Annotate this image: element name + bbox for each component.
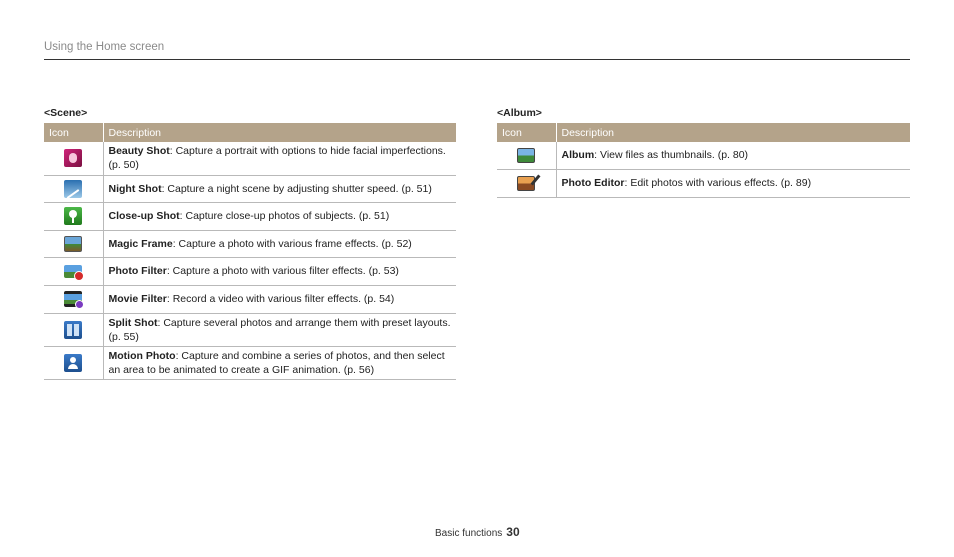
table-row [44, 230, 456, 257]
table-row [44, 346, 456, 379]
footer-label: Basic functions [435, 528, 503, 539]
description-column-header: Description [556, 123, 910, 142]
header-divider [44, 59, 910, 60]
night-shot-icon [64, 180, 82, 198]
row-term: Night Shot [108, 182, 162, 195]
scene-section [44, 107, 456, 380]
table-row [497, 169, 910, 197]
row-description: : Capture and combine a series of photos, and then select an area to be animated to create a GIF animation. (p. 56) [108, 349, 445, 376]
scene-title: <Scene> [44, 107, 88, 119]
album-section [497, 107, 910, 198]
album-title: <Album> [497, 107, 542, 119]
movie-filter-icon [64, 291, 82, 307]
icon-column-header: Icon [44, 123, 103, 142]
row-description: : Capture a photo with various filter effects. (p. 53) [166, 265, 399, 277]
page-footer [435, 525, 520, 539]
photo-filter-icon [64, 265, 82, 278]
table-row [44, 175, 456, 202]
row-description: : Capture a photo with various frame effects. (p. 52) [172, 237, 412, 250]
album-table-header [497, 123, 910, 142]
row-term: Photo Filter [108, 265, 167, 277]
row-term: Movie Filter [108, 293, 167, 305]
scene-table [44, 123, 456, 380]
table-row [44, 257, 456, 285]
table-row [44, 285, 456, 313]
row-term: Magic Frame [108, 237, 173, 250]
row-term: Motion Photo [108, 349, 176, 362]
beauty-shot-icon [64, 149, 82, 167]
motion-photo-icon [64, 354, 82, 372]
row-term: Album [561, 149, 595, 162]
page-number: 30 [506, 525, 520, 539]
album-table [497, 123, 910, 198]
row-description: : Record a video with various filter effects. (p. 54) [166, 293, 395, 305]
album-icon [517, 148, 535, 163]
magic-frame-icon [64, 236, 82, 252]
icon-column-header: Icon [497, 123, 556, 142]
split-shot-icon [64, 321, 82, 339]
table-row [44, 313, 456, 346]
row-term: Split Shot [108, 316, 158, 329]
table-row [497, 142, 910, 169]
row-description: : Edit photos with various effects. (p. 89) [624, 177, 812, 189]
row-description: : View files as thumbnails. (p. 80) [594, 149, 749, 162]
photo-editor-icon [517, 176, 535, 191]
scene-table-header [44, 123, 456, 142]
row-term: Beauty Shot [108, 145, 170, 158]
row-description: : Capture a portrait with options to hide facial imperfections. (p. 50) [108, 145, 446, 172]
description-column-header: Description [103, 123, 456, 142]
row-description: : Capture several photos and arrange them with preset layouts. (p. 55) [108, 316, 451, 343]
row-description: : Capture a night scene by adjusting shutter speed. (p. 51) [161, 182, 432, 195]
close-up-shot-icon [64, 207, 82, 225]
page-section-title: Using the Home screen [44, 41, 165, 53]
row-term: Close-up Shot [108, 210, 180, 222]
row-description: : Capture close-up photos of subjects. (p. 51) [179, 210, 390, 222]
table-row [44, 202, 456, 230]
row-term: Photo Editor [561, 177, 625, 189]
table-row [44, 142, 456, 175]
